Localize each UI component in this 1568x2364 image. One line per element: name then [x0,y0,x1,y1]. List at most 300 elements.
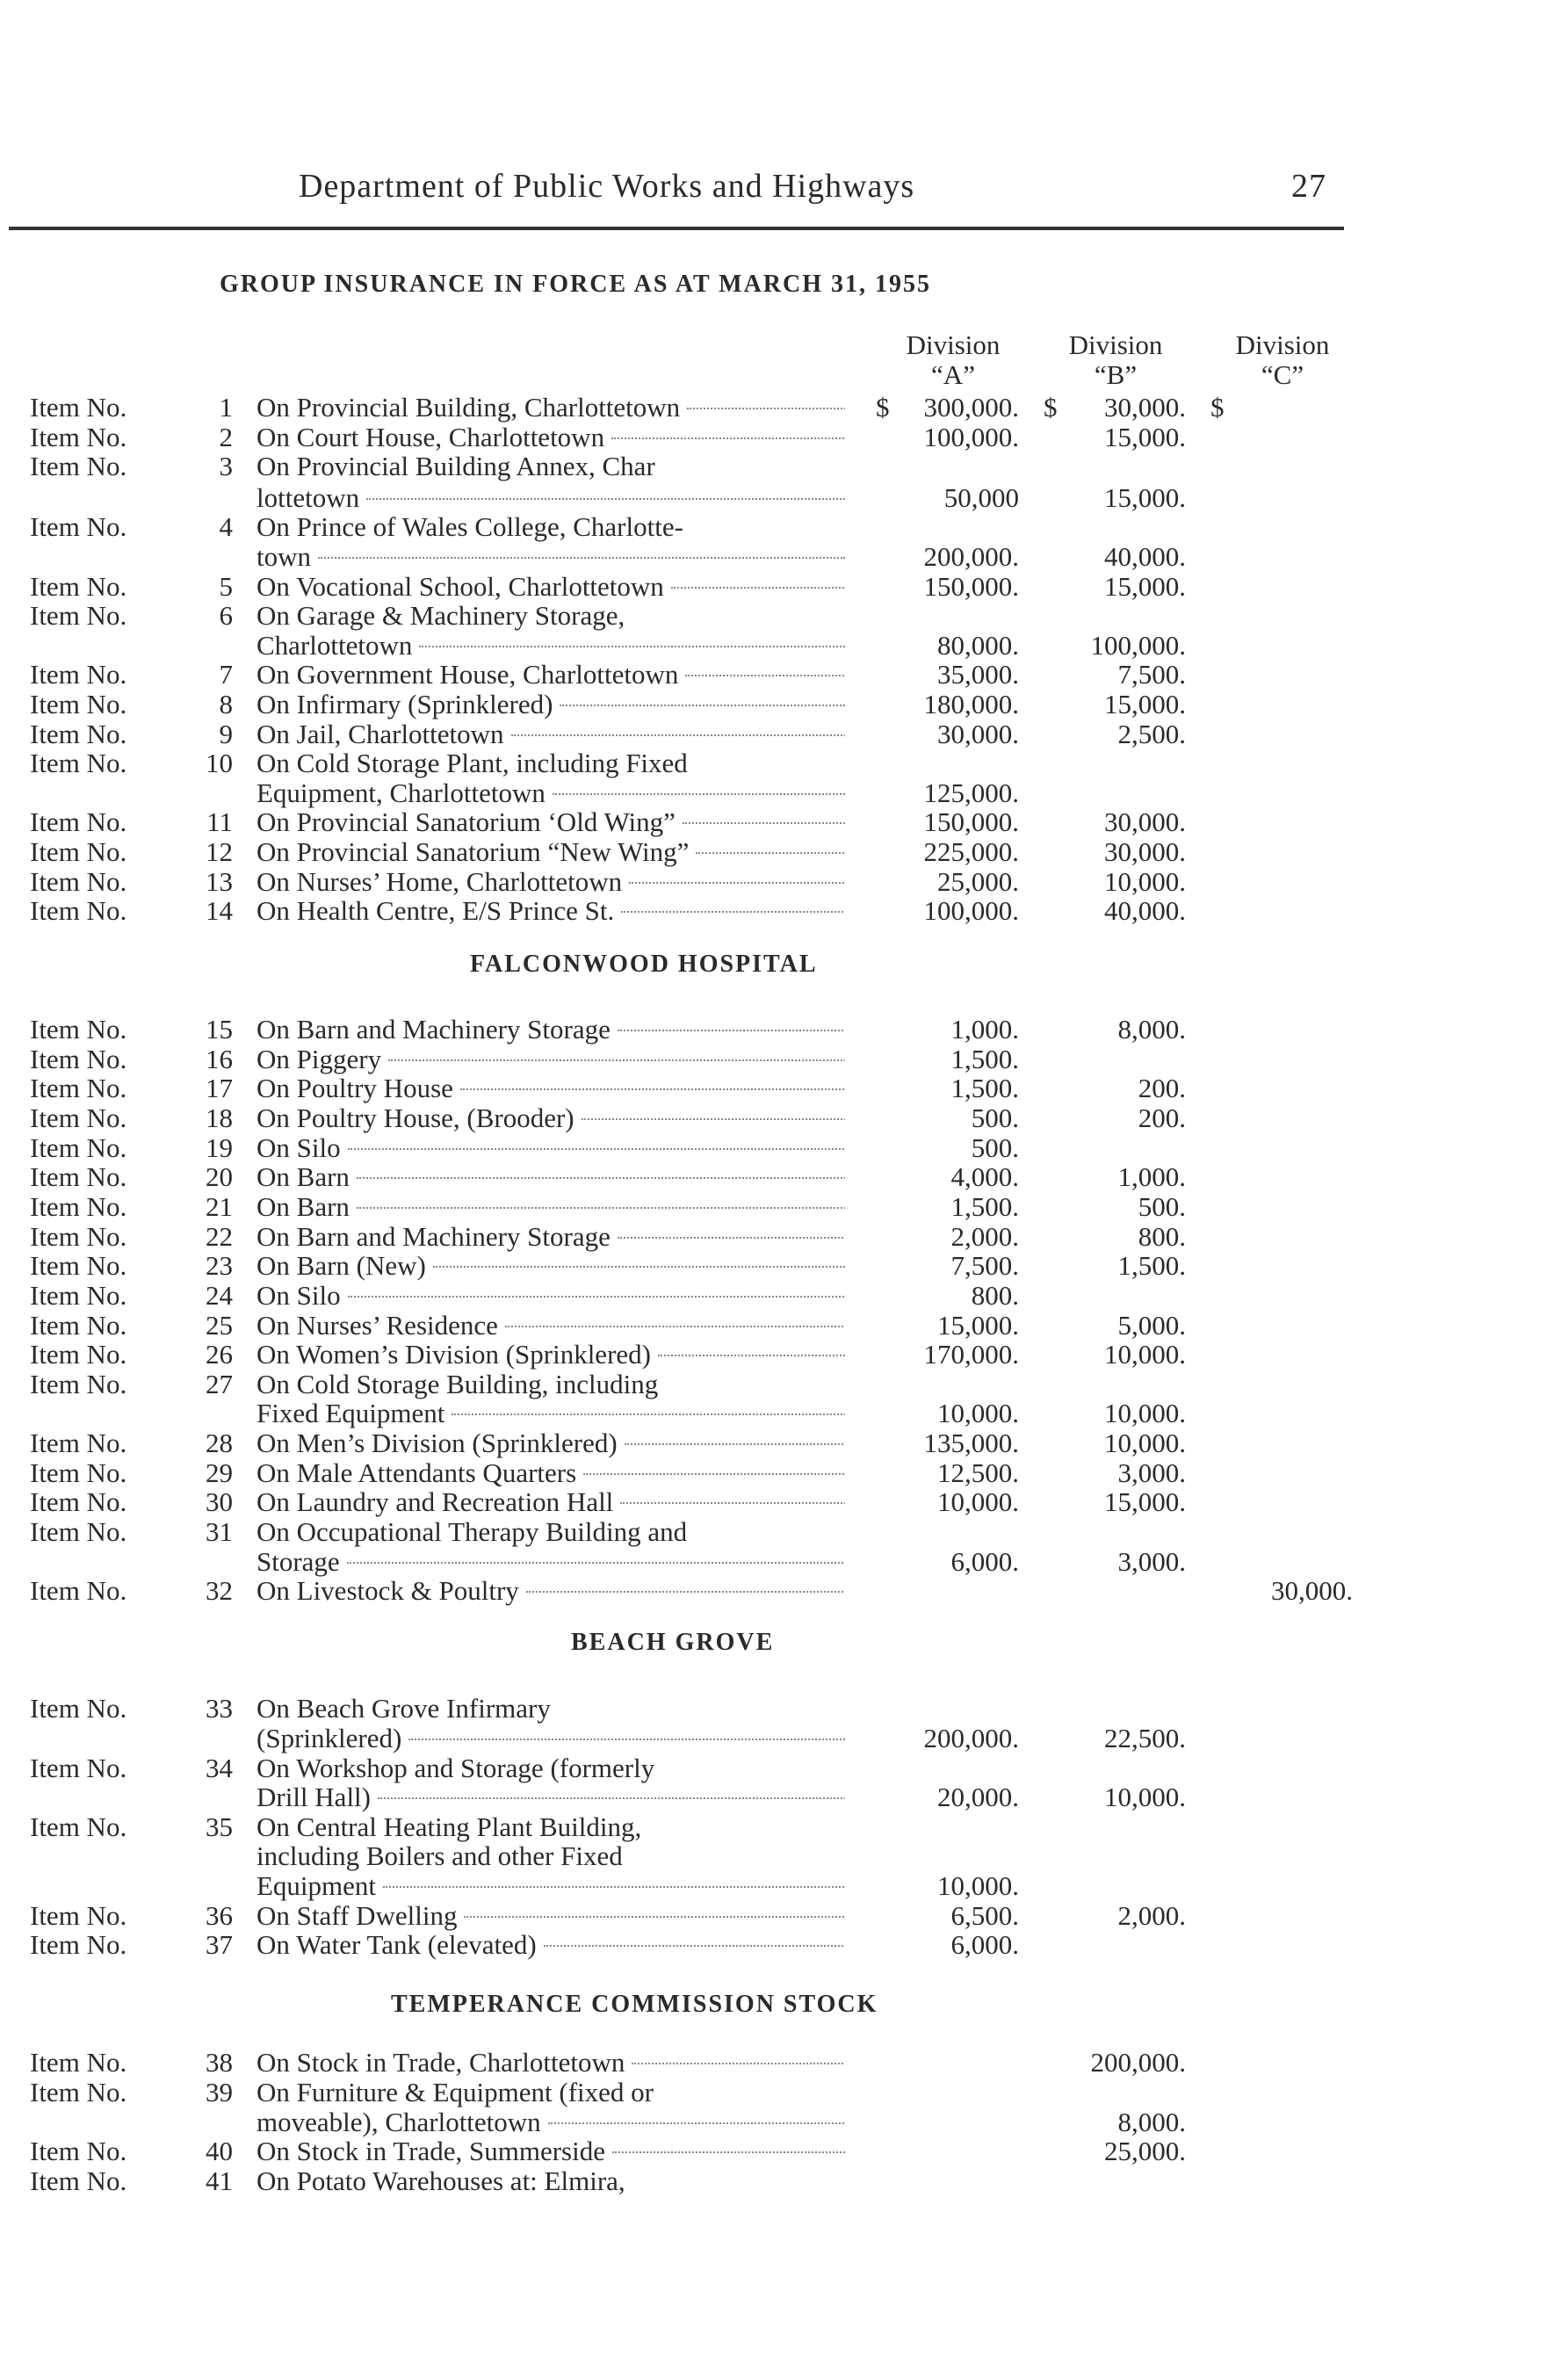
table-row [0,601,1568,631]
item-description-cell [257,748,845,778]
item-description: Storage [257,1547,340,1577]
item-number: 8 [219,689,233,719]
column-header-line1: Division [1235,329,1330,360]
dot-leader [611,437,845,439]
table-row [0,1015,1568,1045]
table-row [0,748,1568,778]
item-description-cell [257,1517,845,1547]
item-description-cell [257,1281,845,1311]
item-description: including Boilers and other Fixed [257,1841,623,1871]
amount-division-b: 30,000. [1104,806,1186,837]
item-description: On Stock in Trade, Charlottetown [257,2048,625,2078]
item-label: Item No. [30,895,127,926]
item-description-cell [257,2048,845,2078]
item-description: On Court House, Charlottetown [257,423,605,452]
amount-division-a: 1,500. [950,1044,1019,1074]
amount-division-a: 200,000. [923,1723,1019,1753]
item-description-cell [257,393,845,423]
item-description-cell [257,1724,845,1753]
item-description: On Stock in Trade, Summerside [257,2136,605,2166]
dot-leader [618,1237,845,1239]
item-label: Item No. [30,1693,127,1724]
item-label: Item No. [30,1221,127,1252]
section-title-temperance: TEMPERANCE COMMISSION STOCK [391,1991,878,2018]
table-row [0,572,1568,602]
table-row [0,1782,1568,1812]
item-description: Equipment [257,1871,377,1901]
page-title: Department of Public Works and Highways [299,168,915,205]
item-number: 40 [206,2136,233,2166]
item-description: On Silo [257,1281,341,1311]
amount-division-b: 15,000. [1104,571,1186,602]
item-number: 17 [206,1073,233,1103]
amount-division-b: 10,000. [1104,1398,1186,1428]
item-label: Item No. [30,1428,127,1458]
amount-division-a: 800. [971,1280,1019,1311]
dot-leader [625,1443,845,1445]
item-label: Item No. [30,422,127,452]
dot-leader [544,1945,845,1947]
item-label: Item No. [30,2077,127,2107]
item-description: On Silo [257,1133,341,1163]
item-description: On Nurses’ Residence [257,1311,498,1341]
item-description: On Furniture & Equipment (fixed or [257,2078,654,2107]
table-row [0,1399,1568,1428]
item-number: 18 [206,1102,233,1133]
item-description: On Nurses’ Home, Charlottetown [257,867,623,897]
section-title-falconwood: FALCONWOOD HOSPITAL [470,951,818,978]
item-label: Item No. [30,1102,127,1133]
item-description-cell [257,1133,845,1163]
item-description-cell [257,512,845,542]
item-label: Item No. [30,1191,127,1222]
item-number: 5 [219,571,233,602]
table-row [0,837,1568,867]
item-number: 28 [206,1428,233,1458]
amount-division-a: 100,000. [923,422,1019,452]
table-row [0,423,1568,452]
item-description-cell [257,778,845,808]
item-number: 41 [206,2165,233,2196]
item-description: On Laundry and Recreation Hall [257,1487,614,1517]
item-description: On Provincial Building, Charlottetown [257,393,681,423]
item-number: 25 [206,1310,233,1341]
item-description-cell [257,1074,845,1103]
item-description: On Government House, Charlottetown [257,660,679,690]
amount-division-b: 800. [1138,1221,1186,1252]
amount-division-a: 150,000. [923,806,1019,837]
dot-leader [347,1562,845,1564]
item-label: Item No. [30,1753,127,1783]
item-description: On Infirmary (Sprinklered) [257,690,553,719]
item-description: On Staff Dwelling [257,1901,458,1931]
item-description-cell [257,660,845,690]
item-number: 13 [206,866,233,897]
item-number: 12 [206,836,233,867]
column-header-line1: Division [1068,329,1163,360]
amount-division-a: 500. [971,1132,1019,1163]
amount-division-a: 150,000. [923,571,1019,602]
amount-division-b: 10,000. [1104,866,1186,897]
amount-division-b: 30,000. [1104,392,1186,423]
item-description: On Women’s Division (Sprinklered) [257,1340,651,1370]
dot-leader [583,1473,845,1475]
table-row [0,1901,1568,1931]
item-description-cell [257,483,845,513]
currency-sign: $ [1210,392,1225,423]
item-description-cell [257,1251,845,1281]
item-description: On Prince of Wales College, Charlotte- [257,512,683,542]
page-header [0,158,1568,211]
dot-leader [388,1059,845,1061]
item-description: On Poultry House, (Brooder) [257,1103,574,1133]
item-number: 27 [206,1369,233,1399]
item-number: 7 [219,659,233,690]
item-description-cell [257,1930,845,1960]
item-description: On Barn and Machinery Storage [257,1015,611,1045]
amount-division-a: 7,500. [950,1250,1019,1281]
item-description-cell [257,1192,845,1222]
item-description-cell [257,1370,845,1399]
item-number: 14 [206,895,233,926]
table-row [0,2048,1568,2078]
table-row [0,1133,1568,1163]
amount-division-a: 6,000. [950,1929,1019,1960]
item-description: On Cold Storage Building, including [257,1370,659,1399]
column-header-division-b [1037,330,1195,390]
item-label: Item No. [30,2165,127,2196]
table-row [0,1547,1568,1577]
item-description-cell [257,1045,845,1074]
dot-leader [348,1296,845,1298]
amount-division-b: 10,000. [1104,1782,1186,1812]
table-row [0,2166,1568,2196]
dot-leader [408,1739,845,1740]
column-header-line2: “A” [931,359,975,390]
dot-leader [548,2122,845,2124]
dot-leader [620,1502,845,1504]
item-description-cell [257,2078,845,2107]
item-number: 9 [219,719,233,749]
column-header-line1: Division [906,329,1001,360]
item-number: 38 [206,2047,233,2078]
item-description-cell [257,631,845,661]
table-row [0,1930,1568,1960]
table-row [0,1753,1568,1783]
item-description: On Barn (New) [257,1251,426,1281]
amount-division-a: 50,000 [943,482,1019,513]
item-number: 22 [206,1221,233,1252]
item-description: On Vocational School, Charlottetown [257,572,664,602]
amount-division-b: 8,000. [1117,1014,1186,1045]
dot-leader [526,1591,845,1593]
amount-division-b: 15,000. [1104,422,1186,452]
table-row [0,1871,1568,1901]
amount-division-b: 100,000. [1090,630,1186,661]
table-row [0,512,1568,542]
amount-division-b: 200. [1138,1102,1186,1133]
item-label: Item No. [30,1014,127,1045]
table-row [0,1576,1568,1606]
dot-leader [460,1088,845,1090]
item-label: Item No. [30,1575,127,1606]
amount-division-a: 6,500. [950,1900,1019,1931]
amount-division-a: 35,000. [937,659,1019,690]
item-number: 3 [219,451,233,481]
item-description: On Livestock & Poultry [257,1576,519,1606]
page-number: 27 [1291,168,1326,205]
item-description: lottetown [257,483,360,513]
dot-leader [612,2151,845,2153]
dot-leader [357,1177,845,1179]
table-row [0,1370,1568,1399]
item-description: On Central Heating Plant Building, [257,1812,642,1842]
item-description: On Provincial Sanatorium ‘Old Wing” [257,807,676,837]
table-row [0,1045,1568,1074]
item-description: On Occupational Therapy Building and [257,1517,688,1547]
table-row [0,1517,1568,1547]
item-number: 26 [206,1339,233,1370]
item-description: On Beach Grove Infirmary [257,1694,551,1724]
item-number: 37 [206,1929,233,1960]
table-row [0,1222,1568,1252]
item-number: 15 [206,1014,233,1045]
table-row [0,1340,1568,1370]
item-description-cell [257,601,845,631]
item-number: 6 [219,600,233,631]
dot-leader [671,587,845,589]
item-description-cell [257,1487,845,1517]
amount-division-a: 25,000. [937,866,1019,897]
table-row [0,1841,1568,1871]
item-label: Item No. [30,748,127,778]
item-number: 19 [206,1132,233,1163]
item-description: On Barn [257,1192,350,1222]
item-label: Item No. [30,689,127,719]
item-description-cell [257,452,845,481]
table-row [0,1458,1568,1488]
table-row [0,1251,1568,1281]
item-description: Drill Hall) [257,1782,371,1812]
amount-division-a: 125,000. [923,777,1019,808]
table-row [0,896,1568,926]
table-row [0,1311,1568,1341]
item-description: town [257,542,311,572]
amount-division-b: 3,000. [1117,1546,1186,1577]
amount-division-b: 30,000. [1104,836,1186,867]
item-description: On Male Attendants Quarters [257,1458,577,1488]
item-description-cell [257,1311,845,1341]
item-description-cell [257,1812,845,1842]
table-row [0,452,1568,481]
item-description: On Workshop and Storage (formerly [257,1753,655,1783]
amount-division-a: 10,000. [937,1486,1019,1517]
amount-division-a: 1,500. [950,1073,1019,1103]
item-description: On Jail, Charlottetown [257,719,504,749]
section-title-group-insurance: GROUP INSURANCE IN FORCE AS AT MARCH 31, 1955 [220,271,932,298]
table-row [0,1487,1568,1517]
amount-division-b: 15,000. [1104,1486,1186,1517]
item-description: On Piggery [257,1045,382,1074]
amount-division-b: 5,000. [1117,1310,1186,1341]
amount-division-b: 200,000. [1090,2047,1186,2078]
item-number: 30 [206,1486,233,1517]
item-description-cell [257,1428,845,1458]
item-label: Item No. [30,511,127,542]
dot-leader [378,1797,845,1799]
item-number: 20 [206,1161,233,1192]
item-number: 2 [219,422,233,452]
dot-leader [348,1148,845,1150]
table-row [0,690,1568,719]
amount-division-b: 2,500. [1117,719,1186,749]
item-description-cell [257,1576,845,1606]
amount-division-b: 15,000. [1104,689,1186,719]
item-number: 29 [206,1457,233,1488]
amount-division-a: 300,000. [923,392,1019,423]
table-row [0,778,1568,808]
item-description-cell [257,1782,845,1812]
item-label: Item No. [30,866,127,897]
table-row [0,542,1568,572]
item-number: 33 [206,1693,233,1724]
table-row [0,1281,1568,1311]
item-number: 31 [206,1516,233,1547]
item-label: Item No. [30,1073,127,1103]
amount-division-a: 4,000. [950,1161,1019,1192]
amount-division-b: 40,000. [1104,895,1186,926]
column-header-line2: “B” [1094,359,1138,390]
item-number: 10 [206,748,233,778]
table-row [0,867,1568,897]
dot-leader [383,1886,845,1888]
amount-division-a: 2,000. [950,1221,1019,1252]
dot-leader [618,1030,845,1031]
item-label: Item No. [30,1250,127,1281]
item-description: On Health Centre, E/S Prince St. [257,896,615,926]
item-label: Item No. [30,806,127,837]
amount-division-b: 10,000. [1104,1428,1186,1458]
item-number: 16 [206,1044,233,1074]
item-label: Item No. [30,1811,127,1842]
item-number: 11 [206,806,233,837]
amount-division-b: 2,000. [1117,1900,1186,1931]
amount-division-a: 200,000. [923,541,1019,572]
dot-leader [632,2063,845,2064]
item-number: 36 [206,1900,233,1931]
item-description: On Barn [257,1162,350,1192]
amount-division-b: 40,000. [1104,541,1186,572]
table-row [0,2078,1568,2107]
column-header-division-c [1203,330,1362,390]
amount-division-a: 170,000. [923,1339,1019,1370]
item-description-cell [257,2136,845,2166]
item-description-cell [257,1162,845,1192]
amount-division-b: 8,000. [1117,2107,1186,2137]
table-row [0,1162,1568,1192]
currency-sign: $ [1044,392,1058,423]
amount-division-a: 180,000. [923,689,1019,719]
item-description-cell [257,1753,845,1783]
amount-division-b: 7,500. [1117,659,1186,690]
item-description-cell [257,1340,845,1370]
dot-leader [629,882,845,884]
item-label: Item No. [30,1161,127,1192]
item-description-cell [257,2107,845,2137]
column-header-division-a [874,330,1032,390]
table-row [0,807,1568,837]
item-description-cell [257,807,845,837]
item-number: 32 [206,1575,233,1606]
dot-leader [553,793,845,795]
dot-leader [433,1266,845,1268]
table-row [0,1694,1568,1724]
amount-division-a: 225,000. [923,836,1019,867]
amount-division-a: 10,000. [937,1398,1019,1428]
table-row [0,1812,1568,1842]
dot-leader [560,705,845,706]
dot-leader [696,852,845,854]
item-label: Item No. [30,1457,127,1488]
table-row [0,1192,1568,1222]
item-description-cell [257,1901,845,1931]
item-description-cell [257,1399,845,1428]
amount-division-a: 135,000. [923,1428,1019,1458]
dot-leader [687,408,845,409]
item-label: Item No. [30,1132,127,1163]
amount-division-b: 1,500. [1117,1250,1186,1281]
amount-division-a: 12,500. [937,1457,1019,1488]
item-description: On Garage & Machinery Storage, [257,601,625,631]
item-description: On Water Tank (elevated) [257,1930,537,1960]
amount-division-a: 6,000. [950,1546,1019,1577]
table-row [0,2136,1568,2166]
item-description-cell [257,690,845,719]
amount-division-b: 500. [1138,1191,1186,1222]
item-number: 24 [206,1280,233,1311]
dot-leader [366,498,845,500]
item-description-cell [257,837,845,867]
item-description-cell [257,867,845,897]
currency-sign: $ [876,392,890,423]
table-row [0,483,1568,513]
item-description-cell [257,572,845,602]
item-number: 21 [206,1191,233,1222]
item-label: Item No. [30,1929,127,1960]
item-description-cell [257,423,845,452]
item-label: Item No. [30,1516,127,1547]
table-row [0,1074,1568,1103]
item-description-cell [257,1458,845,1488]
item-number: 4 [219,511,233,542]
amount-division-b: 200. [1138,1073,1186,1103]
amount-division-a: 80,000. [937,630,1019,661]
item-number: 23 [206,1250,233,1281]
table-row [0,2107,1568,2137]
item-label: Item No. [30,659,127,690]
item-number: 34 [206,1753,233,1783]
item-description-cell [257,719,845,749]
item-description: On Barn and Machinery Storage [257,1222,611,1252]
amount-division-a: 10,000. [937,1870,1019,1901]
item-description-cell [257,542,845,572]
dot-leader [318,557,845,559]
item-description-cell [257,2166,845,2196]
item-number: 35 [206,1811,233,1842]
dot-leader [685,675,845,676]
item-description-cell [257,1547,845,1577]
amount-division-b: 1,000. [1117,1161,1186,1192]
